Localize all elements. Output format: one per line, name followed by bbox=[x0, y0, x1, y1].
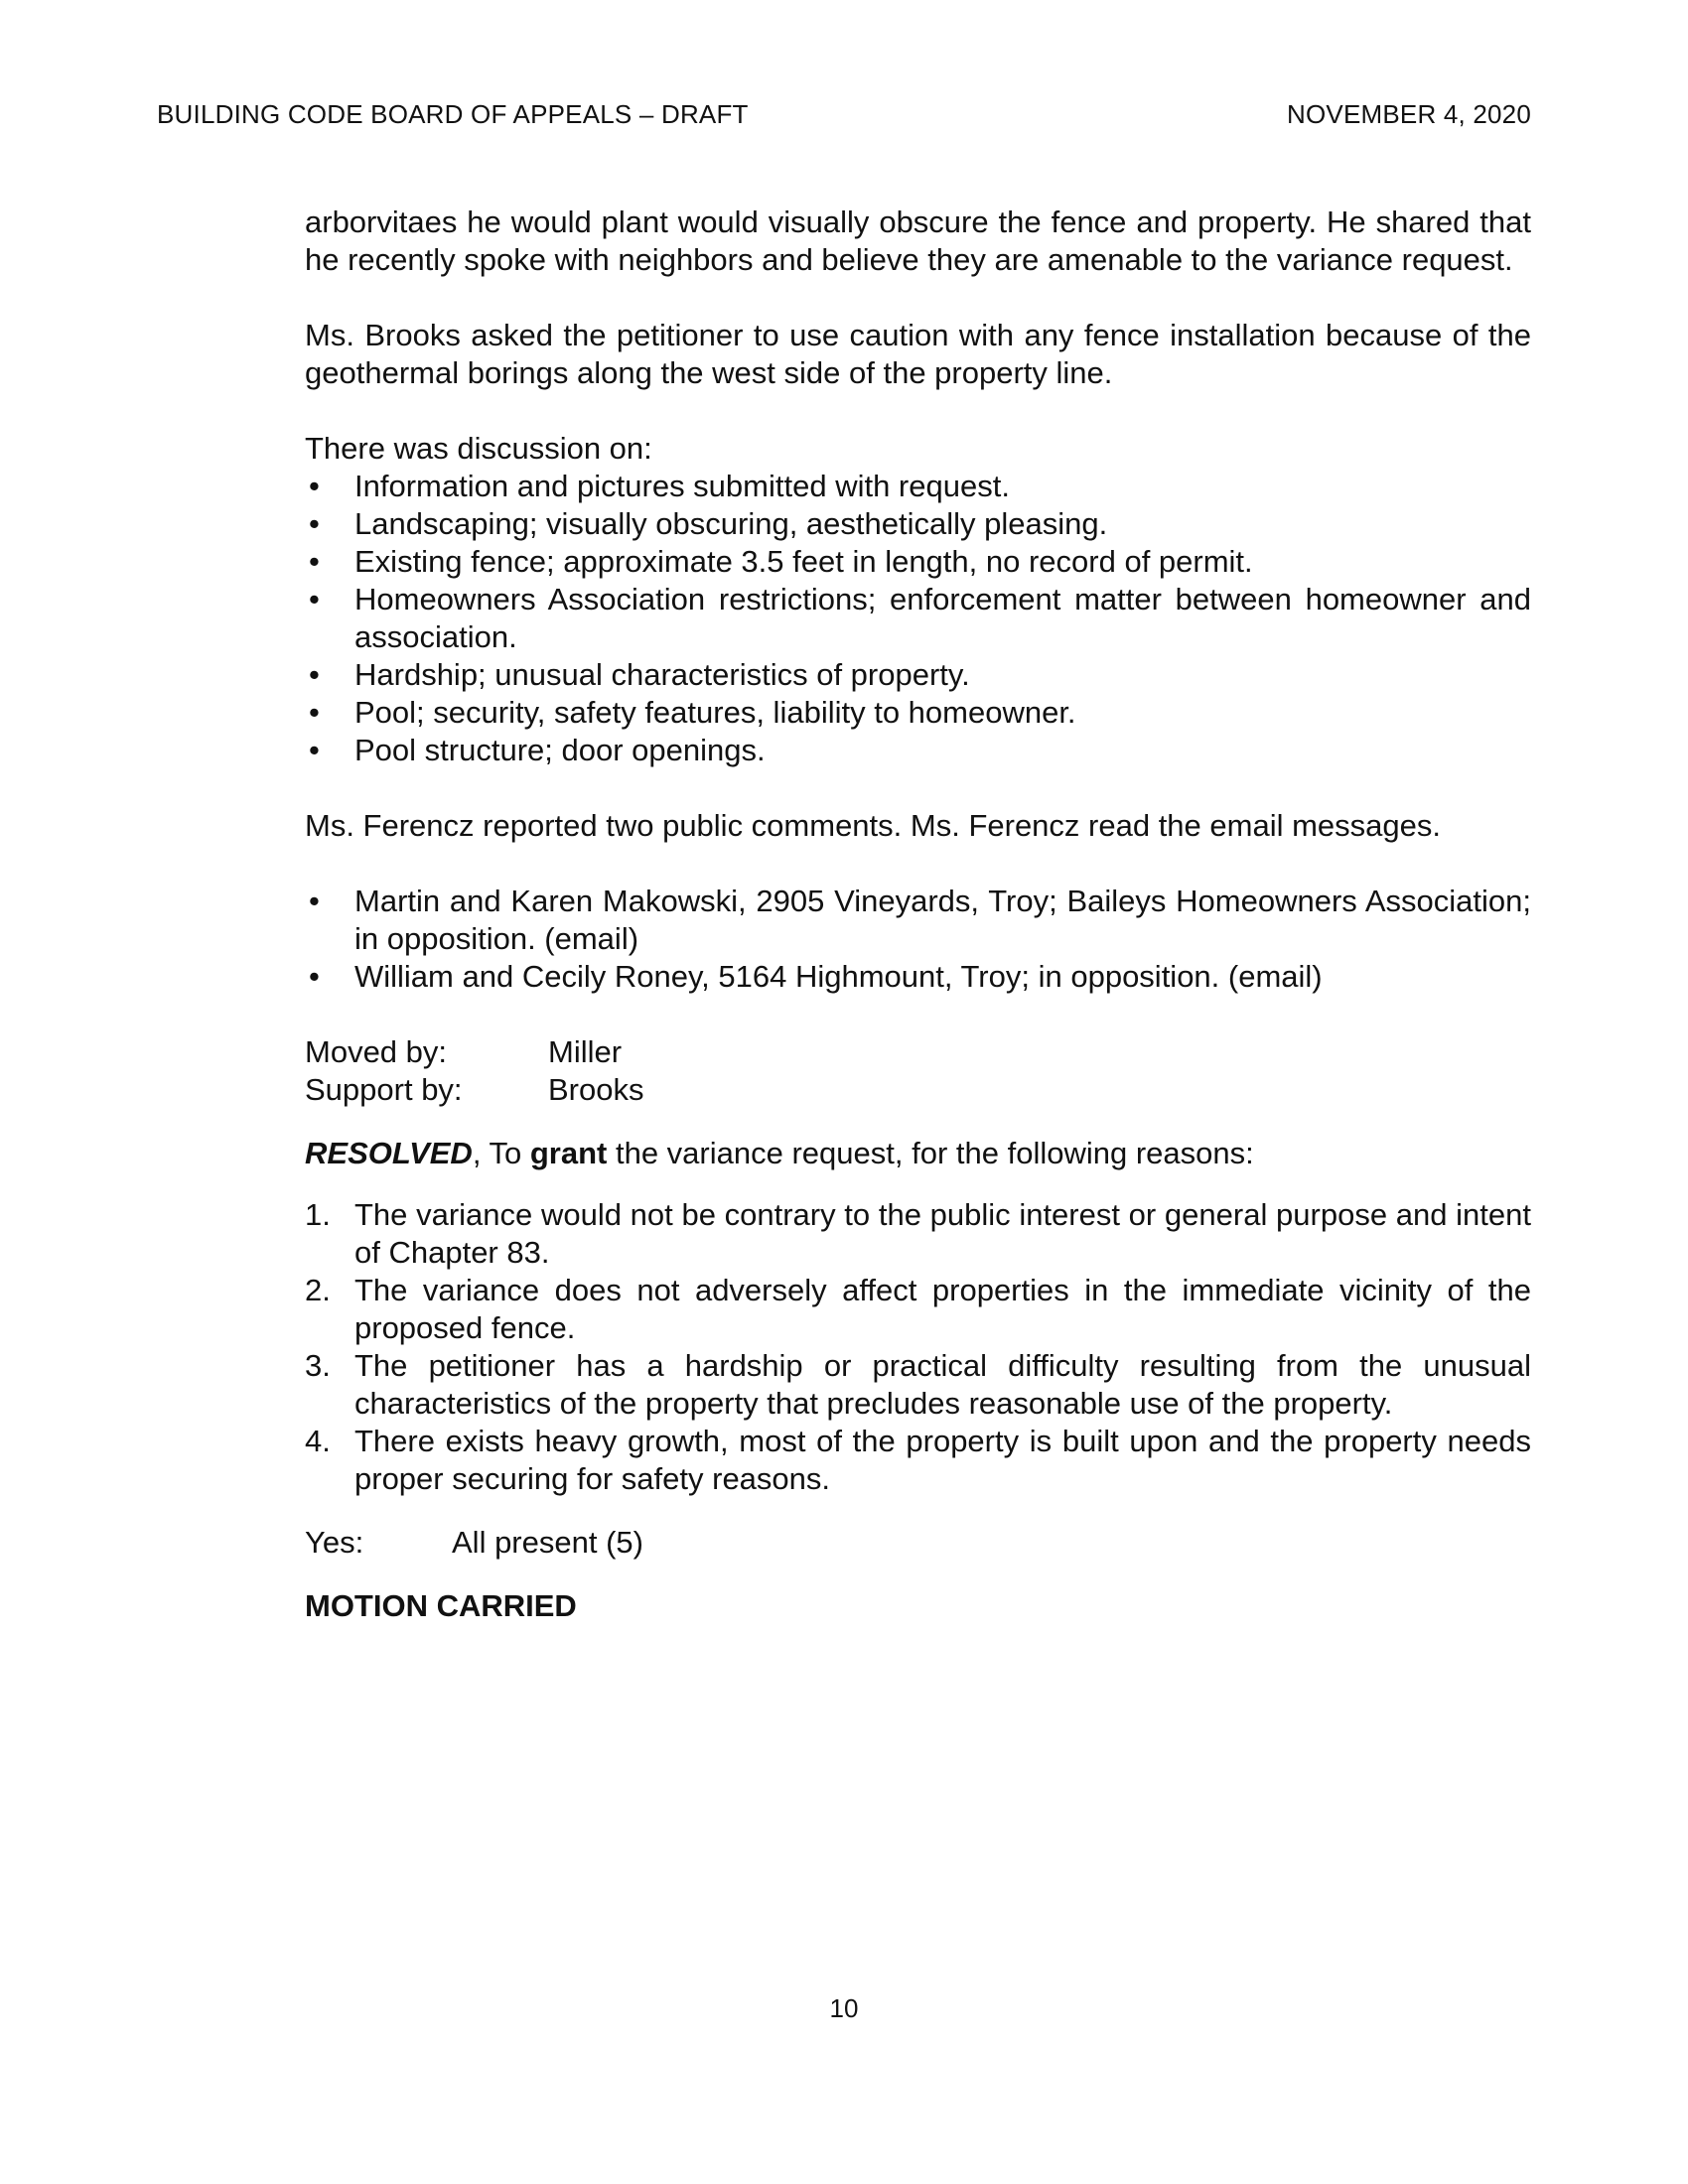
public-comment-list bbox=[305, 883, 1531, 996]
paragraph-continuation: arborvitaes he would plant would visually obscure the fence and property. He shared that he recently spoke with neighbors and believe they are amenable to the variance request. bbox=[305, 205, 1531, 277]
resolved-keyword: RESOLVED bbox=[305, 1136, 473, 1170]
reason-text: There exists heavy growth, most of the property is built upon and the property needs proper securing for safety reasons. bbox=[354, 1424, 1531, 1496]
reason-number: 3. bbox=[305, 1348, 331, 1383]
reason-item bbox=[305, 1272, 1531, 1347]
moved-by-label: Moved by: bbox=[305, 1034, 448, 1069]
resolution-statement bbox=[305, 1135, 1531, 1172]
moved-by-value: Miller bbox=[548, 1034, 623, 1069]
discussion-item: • Hardship; unusual characteristics of property. bbox=[305, 656, 1531, 694]
vote-value: All present (5) bbox=[452, 1525, 643, 1560]
discussion-item: • Landscaping; visually obscuring, aesthetically pleasing. bbox=[305, 505, 1531, 543]
reason-text: The petitioner has a hardship or practical difficulty resulting from the unusual characteristics of the property that precludes reasonable use of the property. bbox=[354, 1348, 1531, 1421]
document-body bbox=[305, 204, 1531, 1625]
public-comment-item: • William and Cecily Roney, 5164 Highmount, Troy; in opposition. (email) bbox=[305, 958, 1531, 996]
discussion-list bbox=[305, 468, 1531, 769]
grant-keyword: grant bbox=[529, 1136, 608, 1170]
discussion-intro: There was discussion on: bbox=[305, 431, 652, 466]
support-by-label: Support by: bbox=[305, 1072, 463, 1107]
reason-number: 1. bbox=[305, 1197, 331, 1232]
header-title: BUILDING CODE BOARD OF APPEALS – DRAFT bbox=[157, 99, 749, 129]
reasons-list bbox=[305, 1196, 1531, 1498]
discussion-item: • Pool; security, safety features, liability to homeowner. bbox=[305, 694, 1531, 732]
discussion-item: • Existing fence; approximate 3.5 feet in length, no record of permit. bbox=[305, 543, 1531, 581]
vote-label: Yes: bbox=[305, 1525, 364, 1560]
discussion-item: • Information and pictures submitted with request. bbox=[305, 468, 1531, 505]
discussion-item: • Homeowners Association restrictions; enforcement matter between homeowner and association. bbox=[305, 581, 1531, 656]
reason-number: 4. bbox=[305, 1424, 331, 1458]
reason-item bbox=[305, 1347, 1531, 1423]
header-date: NOVEMBER 4, 2020 bbox=[1287, 99, 1531, 129]
motion-result: MOTION CARRIED bbox=[305, 1588, 577, 1623]
moved-by-row bbox=[305, 1033, 1531, 1071]
paragraph-brooks-caution: Ms. Brooks asked the petitioner to use caution with any fence installation because of the geothermal borings along the west side of the property line. bbox=[305, 318, 1531, 390]
reason-text: The variance would not be contrary to the public interest or general purpose and intent of Chapter 83. bbox=[354, 1197, 1531, 1270]
support-by-row bbox=[305, 1071, 1531, 1109]
resolution-text-b: the variance request, for the following reasons: bbox=[607, 1136, 1254, 1170]
reason-item bbox=[305, 1423, 1531, 1498]
reason-number: 2. bbox=[305, 1273, 331, 1307]
resolution-text-a: , To bbox=[472, 1136, 530, 1170]
vote-row bbox=[305, 1524, 1531, 1562]
reason-item bbox=[305, 1196, 1531, 1272]
discussion-item: • Pool structure; door openings. bbox=[305, 732, 1531, 769]
page-number: 10 bbox=[829, 1993, 859, 2023]
reason-text: The variance does not adversely affect properties in the immediate vicinity of the proposed fence. bbox=[354, 1273, 1531, 1345]
public-comments-statement: Ms. Ferencz reported two public comments. Ms. Ferencz read the email messages. bbox=[305, 808, 1441, 843]
support-by-value: Brooks bbox=[548, 1072, 644, 1107]
public-comment-item: • Martin and Karen Makowski, 2905 Vineyards, Troy; Baileys Homeowners Association; in opposition. (email) bbox=[305, 883, 1531, 958]
